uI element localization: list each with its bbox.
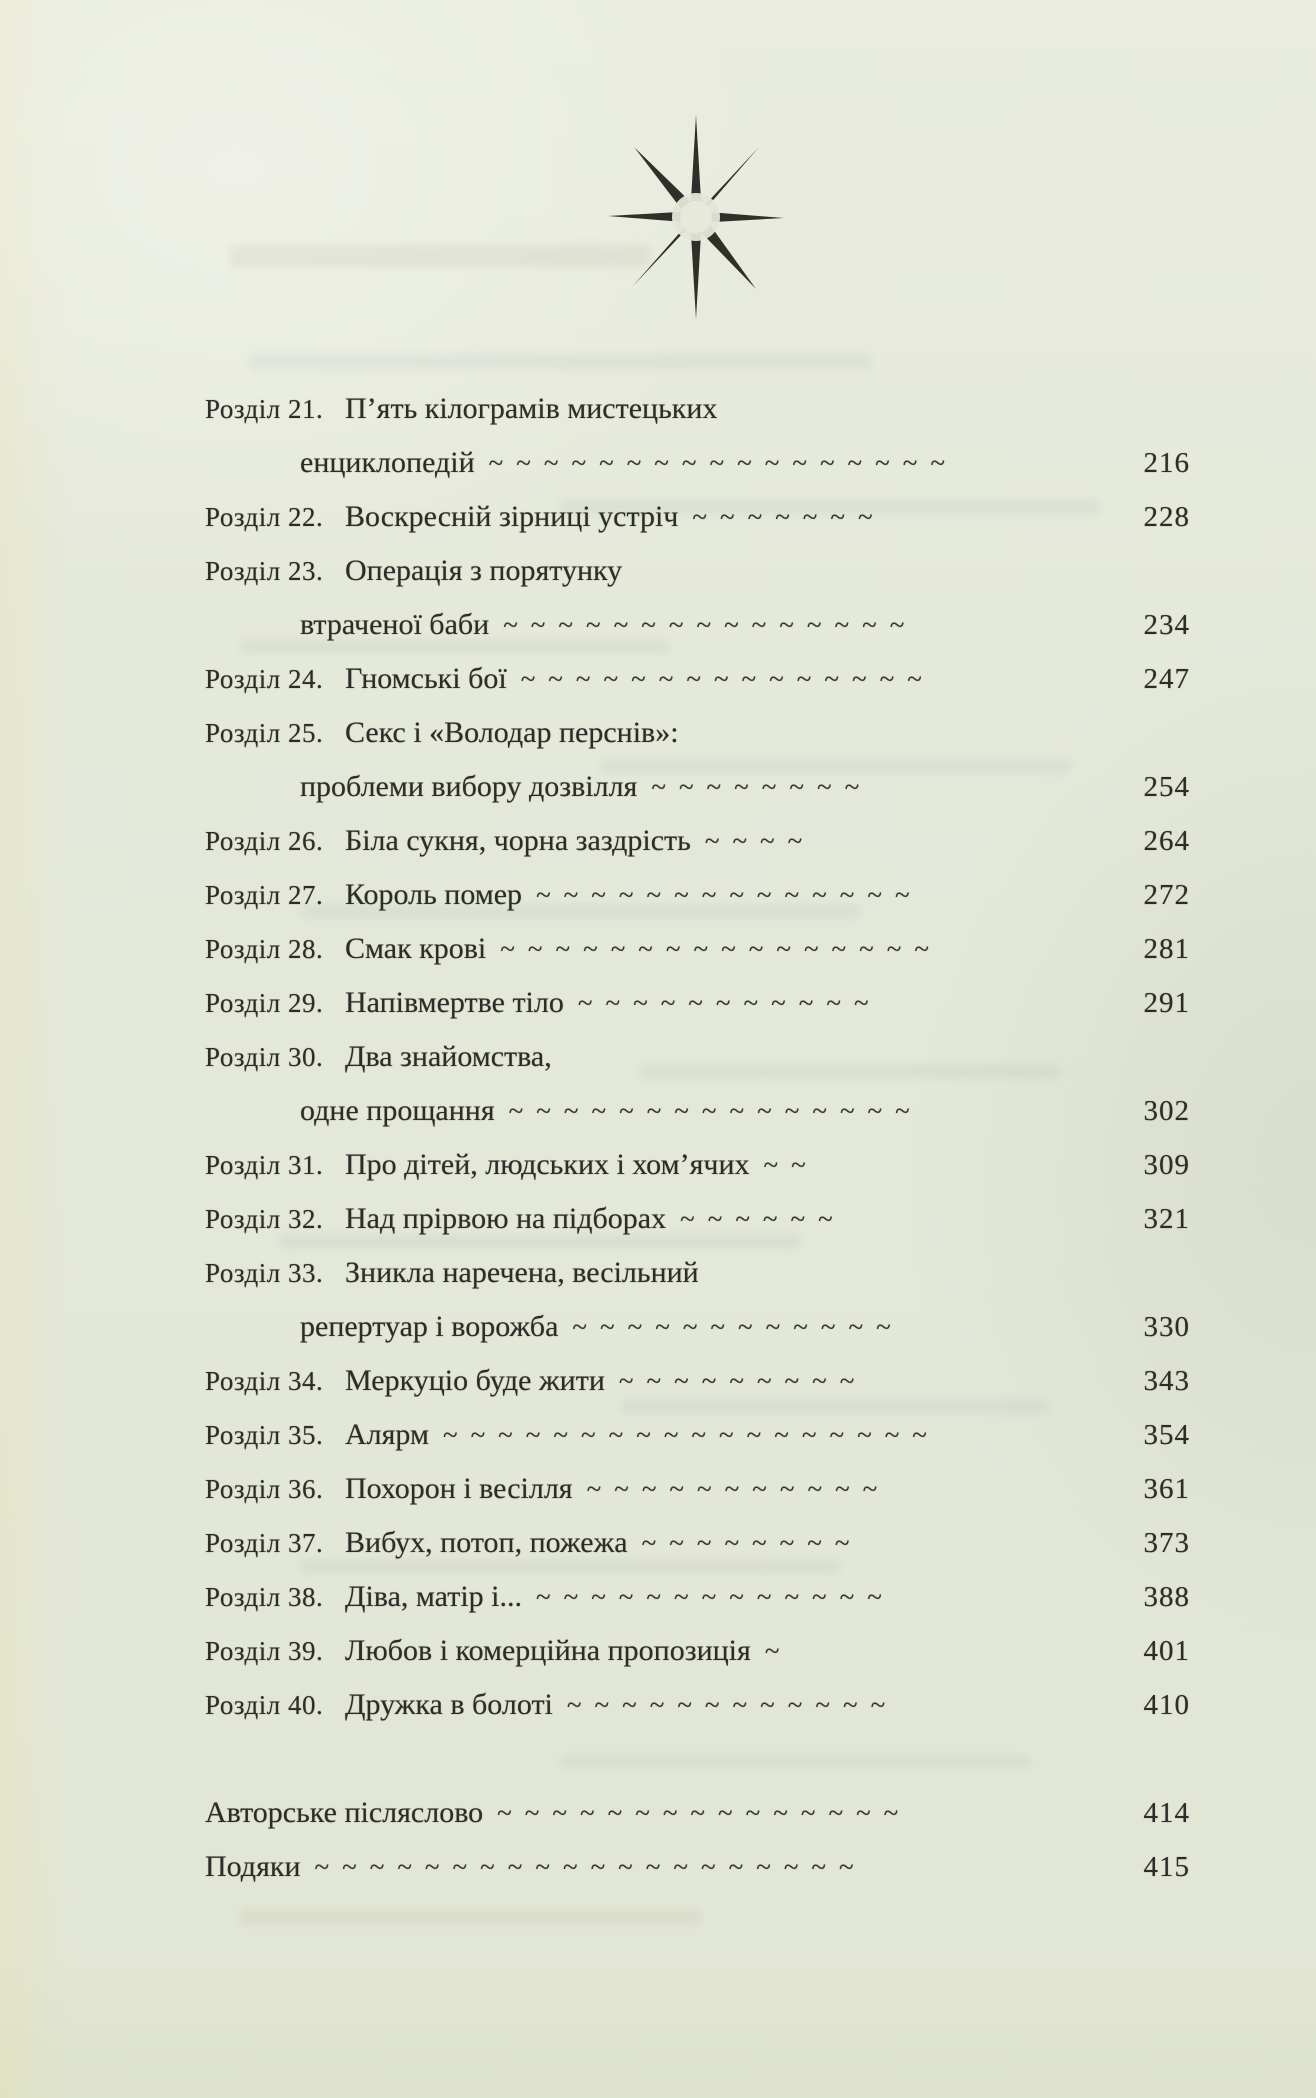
- chapter-label: Розділ 31.: [205, 1150, 324, 1180]
- chapter-title: Два знайомства,: [345, 1040, 552, 1073]
- toc-row: [205, 1040, 1190, 1086]
- leader-tildes: ~~~~~~~: [692, 502, 886, 532]
- toc-row: [205, 662, 1190, 708]
- chapter-label: Розділ 37.: [205, 1528, 324, 1558]
- toc-row: [205, 1256, 1190, 1302]
- chapter-label: Розділ 28.: [205, 934, 324, 964]
- toc-row: [205, 554, 1190, 600]
- toc-row: [205, 608, 1190, 654]
- page-number: 309: [1143, 1149, 1190, 1181]
- toc-row: [205, 770, 1190, 816]
- leader-tildes: ~~~~~~: [680, 1204, 846, 1234]
- page-number: 272: [1143, 879, 1190, 911]
- bleed-through-smudge: [230, 245, 650, 267]
- chapter-label: Розділ 32.: [205, 1204, 324, 1234]
- leader-tildes: ~~~~~~~~~~~~~~~~~~: [442, 1420, 940, 1450]
- star-ornament-icon: [596, 107, 796, 327]
- page-number: 373: [1143, 1527, 1190, 1559]
- page-number: 216: [1143, 447, 1190, 479]
- toc-row: [205, 716, 1190, 762]
- toc-row-afterword: [205, 1796, 1190, 1842]
- leader-tildes: ~~~~~~~~~~~~~~~~: [500, 934, 942, 964]
- chapter-label: Розділ 34.: [205, 1366, 324, 1396]
- toc-row: [205, 986, 1190, 1032]
- chapter-title: Алярм: [345, 1418, 429, 1451]
- chapter-label: Розділ 23.: [205, 556, 324, 586]
- chapter-title: Зникла наречена, весільний: [345, 1256, 699, 1289]
- chapter-title: Смак крові: [345, 932, 487, 965]
- page-number: 281: [1143, 933, 1190, 965]
- leader-tildes: ~~~~~~~~~~~~~: [535, 1582, 895, 1612]
- chapter-title: Напівмертве тіло: [345, 986, 564, 1019]
- page-number: 247: [1143, 663, 1190, 695]
- page-number: 343: [1143, 1365, 1190, 1397]
- chapter-title: репертуар і ворожба: [300, 1310, 559, 1343]
- toc-row: [205, 500, 1190, 546]
- toc-row: [205, 446, 1190, 492]
- leader-tildes: ~~: [763, 1150, 819, 1180]
- toc-row: [205, 932, 1190, 978]
- chapter-title: втраченої баби: [300, 608, 490, 641]
- chapter-title: Дружка в болоті: [345, 1688, 553, 1721]
- leader-tildes: ~~~~~~~~: [641, 1528, 863, 1558]
- chapter-title: Гномські бої: [345, 662, 507, 695]
- leader-tildes: ~~~~~~~~~: [618, 1366, 868, 1396]
- chapter-label: Розділ 29.: [205, 988, 324, 1018]
- chapter-label: Розділ 22.: [205, 502, 324, 532]
- toc-row: [205, 824, 1190, 870]
- leader-tildes: ~~~~: [704, 826, 816, 856]
- toc-row: [205, 1364, 1190, 1410]
- chapter-title: Над прірвою на підборах: [345, 1202, 667, 1235]
- chapter-title: Любов і комерційна пропозиція: [345, 1634, 751, 1667]
- chapter-title: Діва, матір і...: [345, 1580, 522, 1613]
- chapter-label: Розділ 36.: [205, 1474, 324, 1504]
- chapter-label: Розділ 25.: [205, 718, 324, 748]
- chapter-label: Розділ 35.: [205, 1420, 324, 1450]
- leader-tildes: ~~~~~~~~~~~~~~: [536, 880, 923, 910]
- toc-row: [205, 1310, 1190, 1356]
- page-number: 330: [1143, 1311, 1190, 1343]
- chapter-title: енциклопедій: [300, 446, 475, 479]
- page-number: 414: [1143, 1797, 1190, 1829]
- bleed-through-smudge: [240, 1910, 700, 1924]
- bleed-through-smudge: [250, 355, 870, 369]
- leader-tildes: ~~~~~~~~~~~~~~~~~: [488, 448, 958, 478]
- chapter-label: Розділ 21.: [205, 394, 324, 424]
- toc-row: [205, 392, 1190, 438]
- page-number: 254: [1143, 771, 1190, 803]
- chapter-title: Авторське післяслово: [205, 1796, 484, 1829]
- leader-tildes: ~~~~~~~~~~~~~~~: [508, 1096, 923, 1126]
- leader-tildes: ~~~~~~~~: [651, 772, 873, 802]
- chapter-title: Похорон і весілля: [345, 1472, 573, 1505]
- leader-tildes: ~~~~~~~~~~~~~~~: [497, 1798, 912, 1828]
- page-number: 291: [1143, 987, 1190, 1019]
- chapter-label: Розділ 24.: [205, 664, 324, 694]
- chapter-title: Секс і «Володар перснів»:: [345, 716, 679, 749]
- page-number: 401: [1143, 1635, 1190, 1667]
- chapter-title: Подяки: [205, 1850, 301, 1883]
- chapter-title: Король помер: [345, 878, 523, 911]
- chapter-title: Воскресній зірниці устріч: [345, 500, 679, 533]
- chapter-label: Розділ 26.: [205, 826, 324, 856]
- bleed-through-smudge: [560, 1755, 1030, 1768]
- toc-row: [205, 1472, 1190, 1518]
- chapter-label: Розділ 27.: [205, 880, 324, 910]
- toc-row: [205, 1634, 1190, 1680]
- page-number: 228: [1143, 501, 1190, 533]
- toc-row-acknowledgements: [205, 1850, 1190, 1896]
- leader-tildes: ~~~~~~~~~~~~~~~~~~~~: [314, 1852, 867, 1882]
- chapter-title: проблеми вибору дозвілля: [300, 770, 638, 803]
- chapter-title: Про дітей, людських і хом’ячих: [345, 1148, 750, 1181]
- chapter-label: Розділ 33.: [205, 1258, 324, 1288]
- chapter-label: Розділ 38.: [205, 1582, 324, 1612]
- leader-tildes: ~: [764, 1636, 793, 1666]
- toc-row: [205, 1580, 1190, 1626]
- page-number: 388: [1143, 1581, 1190, 1613]
- page-number: 361: [1143, 1473, 1190, 1505]
- chapter-label: Розділ 30.: [205, 1042, 324, 1072]
- page-number: 354: [1143, 1419, 1190, 1451]
- page-number: 321: [1143, 1203, 1190, 1235]
- leader-tildes: ~~~~~~~~~~~~: [572, 1312, 904, 1342]
- page-number: 264: [1143, 825, 1190, 857]
- page-number: 415: [1143, 1851, 1190, 1883]
- leader-tildes: ~~~~~~~~~~~~~~~: [520, 664, 935, 694]
- chapter-title: Меркуціо буде жити: [345, 1364, 605, 1397]
- toc-row: [205, 1526, 1190, 1572]
- chapter-label: Розділ 39.: [205, 1636, 324, 1666]
- chapter-title: одне прощання: [300, 1094, 495, 1127]
- chapter-title: Біла сукня, чорна заздрість: [345, 824, 691, 857]
- toc-row: [205, 1148, 1190, 1194]
- leader-tildes: ~~~~~~~~~~~~: [566, 1690, 899, 1720]
- chapter-label: Розділ 40.: [205, 1690, 324, 1720]
- leader-tildes: ~~~~~~~~~~~~~~~: [503, 610, 918, 640]
- chapter-title: П’ять кілограмів мистецьких: [345, 392, 718, 425]
- page-number: 234: [1143, 609, 1190, 641]
- toc-row: [205, 1202, 1190, 1248]
- chapter-title: Вибух, потоп, пожежа: [345, 1526, 628, 1559]
- leader-tildes: ~~~~~~~~~~~: [577, 988, 882, 1018]
- page-number: 302: [1143, 1095, 1190, 1127]
- toc-row: [205, 1688, 1190, 1734]
- toc-row: [205, 1418, 1190, 1464]
- page-number: 410: [1143, 1689, 1190, 1721]
- toc-row: [205, 1094, 1190, 1140]
- leader-tildes: ~~~~~~~~~~~: [586, 1474, 891, 1504]
- chapter-title: Операція з порятунку: [345, 554, 623, 587]
- toc-row: [205, 878, 1190, 924]
